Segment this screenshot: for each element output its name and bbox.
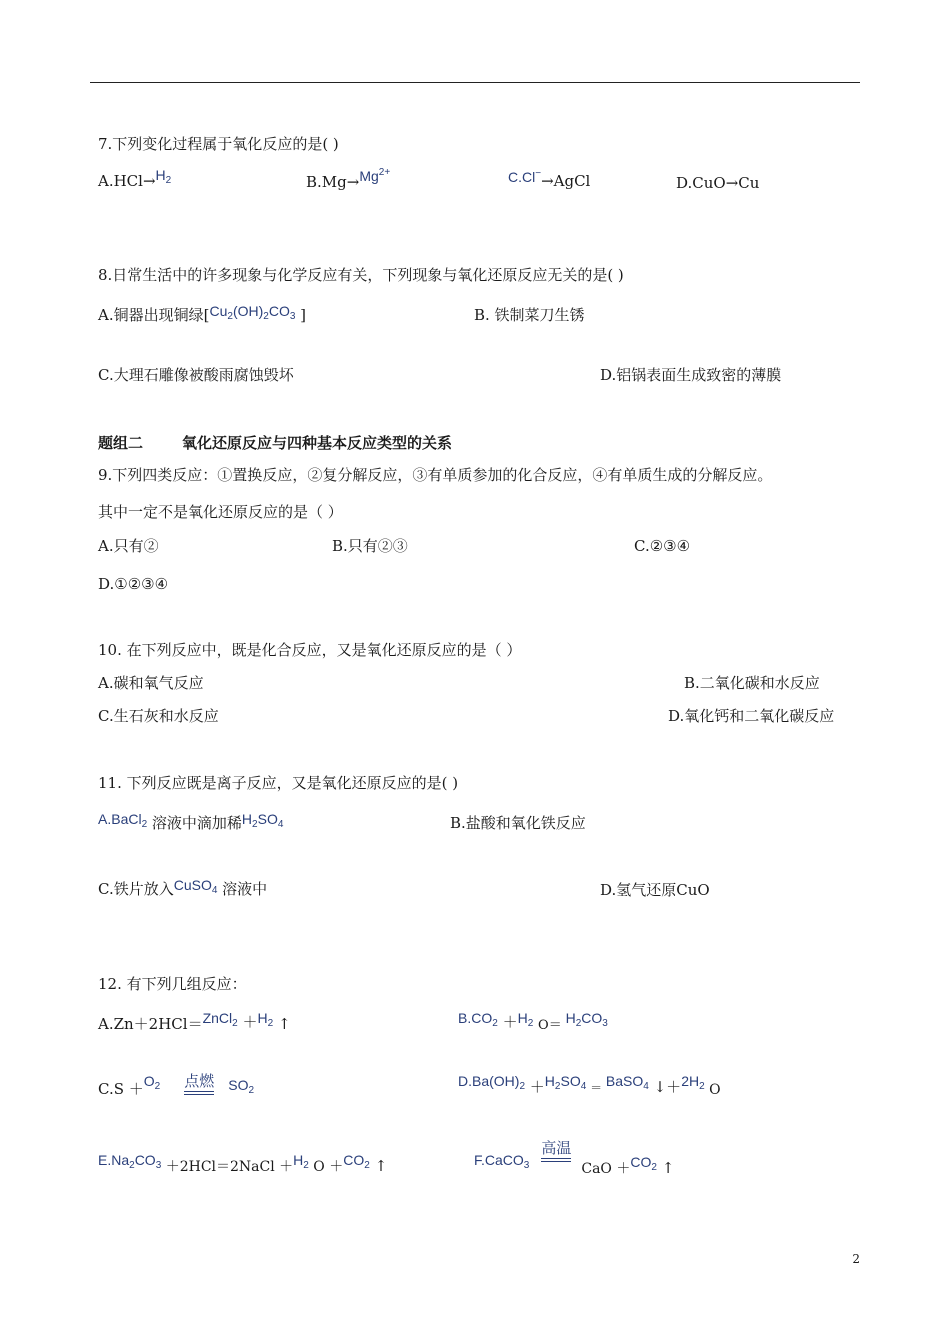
q10-option-c: C.生石灰和水反应 (98, 707, 219, 725)
high-temp-condition: 高温 (541, 1140, 572, 1157)
q9-option-d: D.①②③④ (98, 575, 169, 593)
q8-option-b: B. 铁制菜刀生锈 (474, 306, 585, 324)
q11-option-a: A.BaCl$_2$ 溶液中滴加稀$H_2SO_4$ (98, 811, 284, 832)
q10-stem: 10. 在下列反应中，既是化合反应，又是氧化还原反应的是（ ） (98, 641, 522, 659)
q10-option-b: B.二氧化碳和水反应 (684, 674, 820, 692)
q9-option-c: C.②③④ (634, 537, 691, 555)
q12-stem: 12. 有下列几组反应： (98, 975, 247, 993)
q7-option-c: C.Cl−→AgCl (508, 168, 591, 190)
q9-option-b: B.只有②③ (332, 537, 408, 555)
q9-stem-line1: 9.下列四类反应：①置换反应，②复分解反应，③有单质参加的化合反应，④有单质生成的分解反应。 (98, 466, 773, 484)
ignite-condition: 点燃 (184, 1073, 215, 1090)
group2-label: 题组二 (98, 434, 144, 452)
q12-option-d: $D.Ba(OH)_2 +H_2SO_4$ $_=$ BaSO$_4$ $↓+2H_2$ O (458, 1073, 721, 1098)
q12-option-a: A.Zn＋2HCl＝ZnCl$_2$ $+H_2$ ↑ (98, 1010, 291, 1033)
q10-option-a: A.碳和氧气反应 (98, 674, 204, 692)
q11-option-b: B.盐酸和氧化铁反应 (450, 814, 586, 832)
q10-option-d: D.氧化钙和二氧化碳反应 (668, 707, 835, 725)
header-rule (90, 82, 860, 83)
q11-option-d: D.氢气还原CuO (600, 881, 710, 899)
q9-option-a: A.只有② (98, 537, 159, 555)
q12-option-c: $C.S +O_2$ 点燃 $SO_2$ (98, 1073, 255, 1098)
q8-option-c: C.大理石雕像被酸雨腐蚀毁坏 (98, 366, 294, 384)
q8-option-a: A.铜器出现铜绿[$Cu_2(OH)_2CO_3$ ] (98, 303, 307, 324)
page-number: 2 (852, 1252, 860, 1266)
q11-option-c: C.铁片放入CuSO$_4$ 溶液中 (98, 877, 268, 898)
q11-stem: 11. 下列反应既是离子反应，又是氧化还原反应的是( ) (98, 774, 459, 792)
q8-stem: 8.日常生活中的许多现象与化学反应有关，下列现象与氧化还原反应无关的是( ) (98, 266, 624, 284)
q12-option-e: $E.Na_2CO_3$ ＋2HCl＝2NaCl $+H_2$ $O +CO_2$ ↑ (98, 1152, 388, 1175)
q12-option-f: F.CaCO$_3$高温 CaO $+CO_2$ ↑ (474, 1140, 675, 1177)
q7-stem: 7.下列变化过程属于氧化反应的是( ) (98, 135, 339, 153)
q7-option-d: D.CuO→Cu (676, 174, 760, 192)
group2-title: 氧化还原反应与四种基本反应类型的关系 (182, 434, 453, 452)
q8-option-d: D.铝锅表面生成致密的薄膜 (600, 366, 782, 384)
q7-option-a: $A.HCl\to H_2$ (98, 167, 172, 190)
q7-option-b: $B.Mg\to Mg^{2+}$ (306, 167, 391, 191)
q9-stem-line2: 其中一定不是氧化还原反应的是（ ） (98, 503, 343, 521)
q12-option-b: $B.CO_2 +H_2$ $O= H_2CO_3$ (458, 1010, 608, 1033)
